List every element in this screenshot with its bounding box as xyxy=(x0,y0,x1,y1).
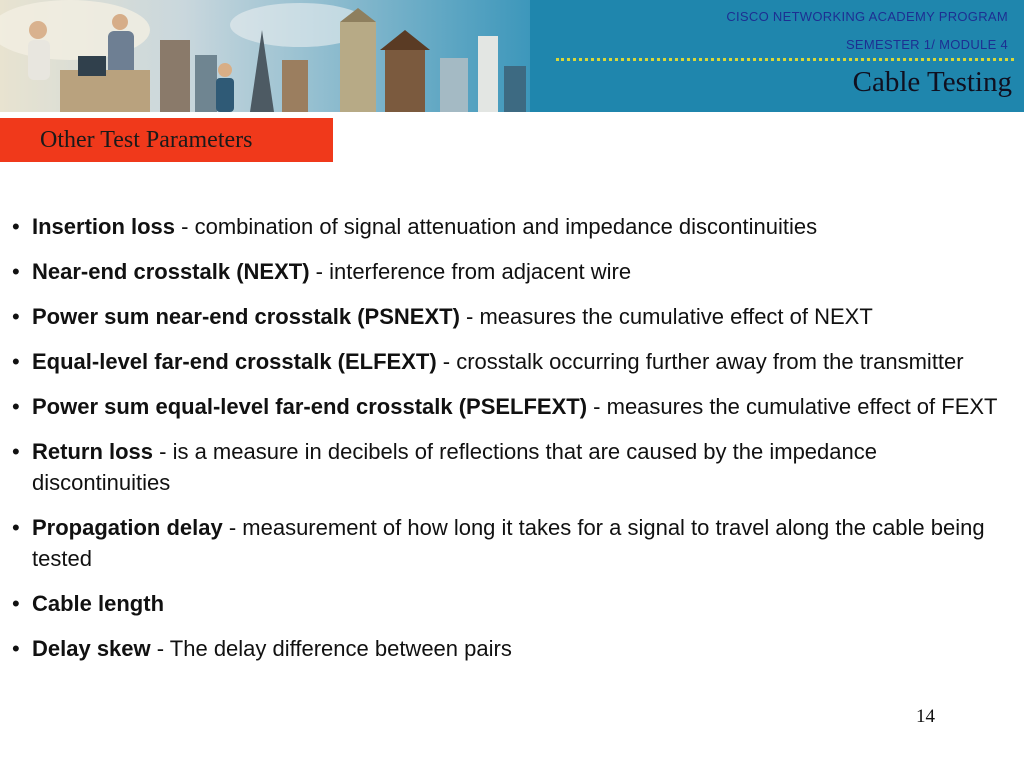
bullet-term: Insertion loss xyxy=(32,214,176,239)
bullet-delay-skew xyxy=(10,633,1015,664)
bullet-term: Propagation delay xyxy=(32,515,223,540)
bullet-return-loss xyxy=(10,436,1015,498)
bullet-psnext xyxy=(10,301,1015,332)
bullet-description: - measures the cumulative effect of NEXT xyxy=(459,304,873,329)
bullet-term: Equal-level far-end crosstalk (ELFEXT) xyxy=(32,349,437,374)
module-label: SEMESTER 1/ MODULE 4 xyxy=(845,37,1008,52)
bullet-dot-icon: • xyxy=(12,259,20,284)
bullet-propagation-delay xyxy=(10,512,1015,574)
bullet-description: - crosstalk occurring further away from the transmitter xyxy=(436,349,964,374)
section-title-box xyxy=(0,118,333,162)
bullet-dot-icon: • xyxy=(12,349,20,374)
bullet-dot-icon: • xyxy=(12,439,20,464)
bullet-dot-icon: • xyxy=(12,394,20,419)
section-title: Other Test Parameters xyxy=(40,127,253,153)
bullet-description: - measures the cumulative effect of FEXT xyxy=(587,394,998,419)
bullet-term: Return loss xyxy=(32,439,154,464)
bullet-description: - interference from adjacent wire xyxy=(309,259,632,284)
bullet-dot-icon: • xyxy=(12,515,20,540)
bullet-list xyxy=(10,211,1015,678)
bullet-dot-icon: • xyxy=(12,636,20,661)
bullet-term: Cable length xyxy=(32,591,165,616)
bullet-insertion-loss xyxy=(10,211,1015,242)
slide-header xyxy=(0,0,1024,112)
bullet-term: Near-end crosstalk (NEXT) xyxy=(32,259,310,284)
page-number: 14 xyxy=(916,706,935,727)
header-banner-image xyxy=(0,0,530,112)
bullet-description: - is a measure in decibels of reflections that are caused by the impedance discontinuities xyxy=(32,439,877,495)
bullet-dot-icon: • xyxy=(12,214,20,239)
bullet-description: - combination of signal attenuation and impedance discontinuities xyxy=(175,214,818,239)
bullet-pselfext xyxy=(10,391,1015,422)
bullet-cable-length xyxy=(10,588,1015,619)
cityscape-illustration xyxy=(0,0,530,112)
bullet-elfext xyxy=(10,346,1015,377)
slide-title: Cable Testing xyxy=(852,66,1012,98)
bullet-term: Delay skew xyxy=(32,636,151,661)
bullet-dot-icon: • xyxy=(12,304,20,329)
bullet-term: Power sum near-end crosstalk (PSNEXT) xyxy=(32,304,460,329)
dotted-divider xyxy=(556,58,1014,61)
bullet-description: - The delay difference between pairs xyxy=(150,636,512,661)
program-name: CISCO NETWORKING ACADEMY PROGRAM xyxy=(726,9,1008,24)
bullet-dot-icon: • xyxy=(12,591,20,616)
bullet-description: - measurement of how long it takes for a signal to travel along the cable being tested xyxy=(32,515,985,571)
bullet-term: Power sum equal-level far-end crosstalk (PSELFEXT) xyxy=(32,394,588,419)
bullet-next xyxy=(10,256,1015,287)
